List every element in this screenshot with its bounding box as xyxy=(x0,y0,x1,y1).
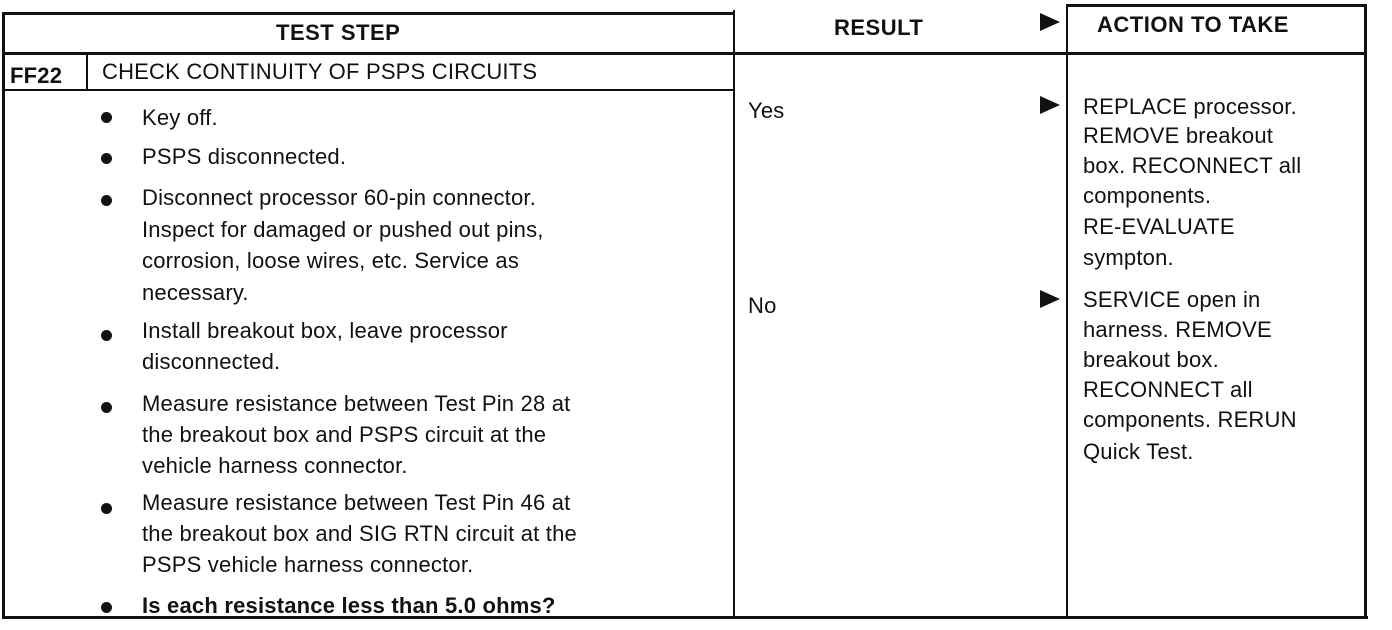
header-bottom-border xyxy=(2,52,1366,55)
action-line: sympton. xyxy=(1083,245,1174,270)
bullet-icon xyxy=(101,112,112,123)
header-arrow-icon xyxy=(1040,13,1060,31)
action-line: box. RECONNECT all xyxy=(1083,153,1302,178)
action-line: REPLACE processor. xyxy=(1083,94,1297,119)
result-no: No xyxy=(748,293,777,318)
bullet-line: the breakout box and PSPS circuit at the xyxy=(142,422,547,447)
table-top-border xyxy=(2,12,735,15)
code-cell-divider xyxy=(86,54,88,90)
step-code: FF22 xyxy=(10,63,63,88)
header-test-step: TEST STEP xyxy=(276,20,401,45)
teststep-result-divider xyxy=(733,10,735,618)
table-right-border xyxy=(1364,4,1367,618)
action-line: breakout box. xyxy=(1083,347,1219,372)
bullet-line: the breakout box and SIG RTN circuit at the xyxy=(142,521,577,546)
action-line: RECONNECT all xyxy=(1083,377,1253,402)
action-line: RE-EVALUATE xyxy=(1083,214,1235,239)
bullet-line: vehicle harness connector. xyxy=(142,453,408,478)
bullet-line: PSPS vehicle harness connector. xyxy=(142,552,474,577)
bullet-line: Key off. xyxy=(142,105,218,130)
result-action-divider xyxy=(1066,4,1068,618)
bullet-line: Inspect for damaged or pushed out pins, xyxy=(142,217,544,242)
step-title: CHECK CONTINUITY OF PSPS CIRCUITS xyxy=(102,59,538,84)
bullet-icon xyxy=(101,153,112,164)
bullet-line: Install breakout box, leave processor xyxy=(142,318,508,343)
bullet-icon xyxy=(101,330,112,341)
bullet-line: PSPS disconnected. xyxy=(142,144,347,169)
result-no-arrow-icon xyxy=(1040,290,1060,308)
action-line: SERVICE open in xyxy=(1083,287,1261,312)
action-line: components. xyxy=(1083,183,1212,208)
bullet-line: disconnected. xyxy=(142,349,281,374)
result-yes: Yes xyxy=(748,98,785,123)
question-line: Is each resistance less than 5.0 ohms? xyxy=(142,593,556,618)
bullet-line: Measure resistance between Test Pin 28 at xyxy=(142,391,571,416)
bullet-line: necessary. xyxy=(142,280,249,305)
header-result: RESULT xyxy=(834,15,924,40)
bullet-line: Disconnect processor 60-pin connector. xyxy=(142,185,537,210)
bullet-icon xyxy=(101,602,112,613)
result-yes-arrow-icon xyxy=(1040,96,1060,114)
bullet-line: Measure resistance between Test Pin 46 at xyxy=(142,490,571,515)
action-line: harness. REMOVE xyxy=(1083,317,1272,342)
bullet-line: corrosion, loose wires, etc. Service as xyxy=(142,248,520,273)
bullet-icon xyxy=(101,402,112,413)
table-top-border-action xyxy=(1066,4,1366,7)
action-line: components. RERUN xyxy=(1083,407,1297,432)
action-line: Quick Test. xyxy=(1083,439,1194,464)
header-action-to-take: ACTION TO TAKE xyxy=(1097,12,1289,37)
bullet-icon xyxy=(101,195,112,206)
action-line: REMOVE breakout xyxy=(1083,123,1274,148)
table-left-border xyxy=(2,12,5,619)
bullet-icon xyxy=(101,503,112,514)
step-title-bottom-border xyxy=(2,89,735,91)
